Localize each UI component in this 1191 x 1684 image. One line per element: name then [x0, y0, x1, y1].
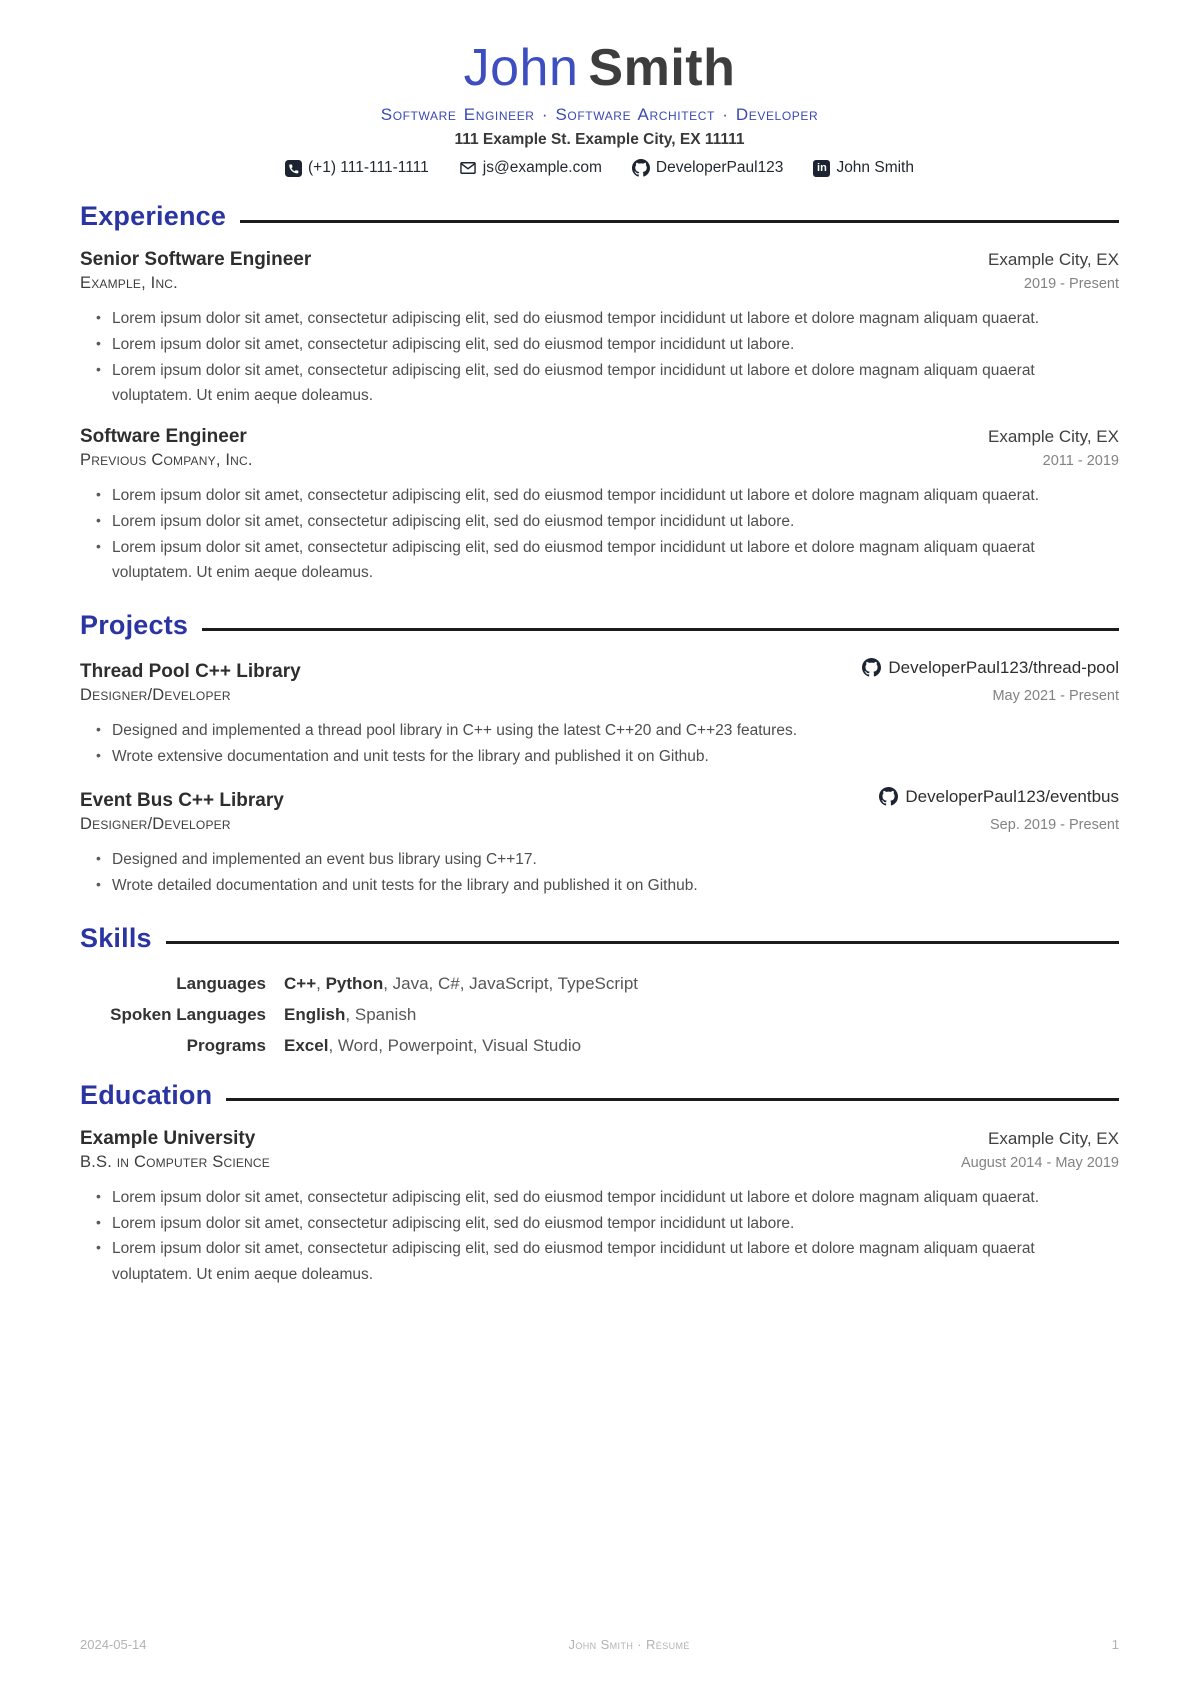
bullet-item: • Lorem ipsum dolor sit amet, consectetur adipiscing elit, sed do eiusmod tempor incididunt ut labore et dolore magnam aliquam quaerat voluptatem. Ut enim aeque doleamus.: [80, 1236, 1119, 1287]
skill-row: [80, 1005, 1119, 1025]
section-title: Skills: [80, 922, 152, 953]
project-name: Thread Pool C++ Library: [80, 661, 301, 683]
school-name: Example University: [80, 1127, 256, 1149]
education-dates: August 2014 - May 2019: [961, 1154, 1119, 1171]
project-dates: Sep. 2019 - Present: [990, 817, 1119, 834]
phone-icon: [285, 160, 302, 177]
last-name: Smith: [588, 39, 736, 97]
section-rule: [202, 628, 1119, 631]
email-address: js@example.com: [482, 159, 602, 177]
bullet-item: • Designed and implemented an event bus library using C++17.: [80, 847, 1119, 873]
bullet-item: • Lorem ipsum dolor sit amet, consectetur adipiscing elit, sed do eiusmod tempor incididunt ut labore et dolore magnam aliquam quaerat.: [80, 1185, 1119, 1211]
section-rule: [240, 220, 1119, 223]
job-location: Example City, EX: [987, 427, 1119, 447]
person-name: [80, 40, 1119, 97]
project-entry: [80, 787, 1119, 899]
experience-entry: [80, 426, 1119, 586]
job-bullets: [80, 483, 1119, 586]
school-location: Example City, EX: [987, 1128, 1119, 1148]
section-title: Education: [80, 1079, 213, 1110]
github-icon: [632, 159, 650, 177]
section-header: [80, 201, 1119, 232]
project-role: Designer/Developer: [80, 686, 231, 705]
skills-table: [80, 974, 1119, 1056]
bullet-item: • Lorem ipsum dolor sit amet, consectetur adipiscing elit, sed do eiusmod tempor incididunt ut labore et dolore magnam aliquam quaerat.: [80, 483, 1119, 509]
job-dates: 2019 - Present: [1023, 276, 1119, 293]
bullet-item: • Wrote extensive documentation and unit tests for the library and published it on Github.: [80, 744, 1119, 770]
experience-entry: [80, 249, 1119, 409]
project-role: Designer/Developer: [80, 815, 231, 834]
job-title: Senior Software Engineer: [80, 249, 312, 271]
section-projects: [80, 610, 1119, 899]
job-dates: 2011 - 2019: [1042, 453, 1119, 470]
footer-page-number: 1: [1111, 1637, 1119, 1652]
phone-contact[interactable]: [285, 159, 429, 177]
first-name: John: [463, 39, 579, 97]
github-icon: [879, 787, 898, 806]
company-name: Example, Inc.: [80, 274, 178, 293]
bullet-item: • Lorem ipsum dolor sit amet, consectetur adipiscing elit, sed do eiusmod tempor incididunt ut labore et dolore magnam aliquam quaerat voluptatem. Ut enim aeque doleamus.: [80, 535, 1119, 586]
bullet-item: • Designed and implemented a thread pool library in C++ using the latest C++20 and C++23 features.: [80, 718, 1119, 744]
bullet-item: • Lorem ipsum dolor sit amet, consectetur adipiscing elit, sed do eiusmod tempor incididunt ut labore et dolore magnam aliquam quaerat.: [80, 306, 1119, 332]
skill-value: C++, Python, Java, C#, JavaScript, TypeScript: [284, 973, 638, 993]
bullet-item: • Lorem ipsum dolor sit amet, consectetur adipiscing elit, sed do eiusmod tempor incididunt ut labore.: [80, 509, 1119, 535]
job-title: Software Engineer: [80, 426, 247, 448]
page-footer: [80, 1637, 1119, 1652]
bullet-item: • Lorem ipsum dolor sit amet, consectetur adipiscing elit, sed do eiusmod tempor incididunt ut labore.: [80, 1211, 1119, 1237]
project-name: Event Bus C++ Library: [80, 790, 284, 812]
section-education: [80, 1080, 1119, 1288]
bullet-item: • Lorem ipsum dolor sit amet, consectetur adipiscing elit, sed do eiusmod tempor incididunt ut labore.: [80, 332, 1119, 358]
bullet-item: • Wrote detailed documentation and unit tests for the library and published it on Github.: [80, 873, 1119, 899]
skill-row: [80, 1036, 1119, 1056]
bullet-item: • Lorem ipsum dolor sit amet, consectetur adipiscing elit, sed do eiusmod tempor incididunt ut labore et dolore magnam aliquam quaerat voluptatem. Ut enim aeque doleamus.: [80, 358, 1119, 409]
education-entry: [80, 1128, 1119, 1288]
email-contact[interactable]: [459, 159, 602, 177]
contact-row: [80, 159, 1119, 177]
github-contact[interactable]: [632, 159, 784, 177]
skill-value: Excel, Word, Powerpoint, Visual Studio: [284, 1035, 582, 1055]
section-header: [80, 923, 1119, 954]
skill-row: [80, 974, 1119, 994]
footer-title: John Smith · Résumé: [568, 1637, 690, 1652]
project-dates: May 2021 - Present: [992, 688, 1119, 705]
repo-name: DeveloperPaul123/thread-pool: [888, 657, 1119, 677]
skill-value: English, Spanish: [284, 1004, 417, 1024]
skill-label: Spoken Languages: [110, 1004, 266, 1024]
degree-name: B.S. in Computer Science: [80, 1152, 270, 1171]
section-rule: [226, 1098, 1119, 1101]
section-title: Experience: [80, 201, 227, 232]
section-rule: [166, 941, 1119, 944]
skill-label: Languages: [176, 973, 266, 993]
project-bullets: [80, 847, 1119, 898]
skill-label: Programs: [186, 1035, 266, 1055]
email-icon: [459, 159, 477, 177]
section-header: [80, 610, 1119, 641]
linkedin-icon: [813, 160, 830, 177]
job-bullets: [80, 306, 1119, 409]
project-entry: [80, 658, 1119, 770]
education-bullets: [80, 1185, 1119, 1288]
repo-name: DeveloperPaul123/eventbus: [905, 786, 1119, 806]
role-tagline: Software Engineer · Software Architect · Developer: [380, 105, 819, 125]
phone-number: (+1) 111-111-1111: [308, 159, 429, 177]
github-username: DeveloperPaul123: [655, 159, 784, 177]
job-location: Example City, EX: [987, 250, 1119, 270]
linkedin-name: John Smith: [836, 159, 914, 177]
resume-header: [80, 40, 1119, 177]
section-header: [80, 1080, 1119, 1111]
footer-date: 2024-05-14: [80, 1637, 147, 1652]
section-skills: [80, 923, 1119, 1056]
project-repo-link[interactable]: [879, 787, 1119, 807]
section-title: Projects: [80, 609, 189, 640]
section-experience: [80, 201, 1119, 586]
github-icon: [862, 658, 881, 677]
address-line: 111 Example St. Example City, EX 11111: [454, 131, 745, 149]
project-repo-link[interactable]: [862, 658, 1119, 678]
project-bullets: [80, 718, 1119, 769]
linkedin-contact[interactable]: [813, 159, 914, 177]
company-name: Previous Company, Inc.: [80, 451, 253, 470]
